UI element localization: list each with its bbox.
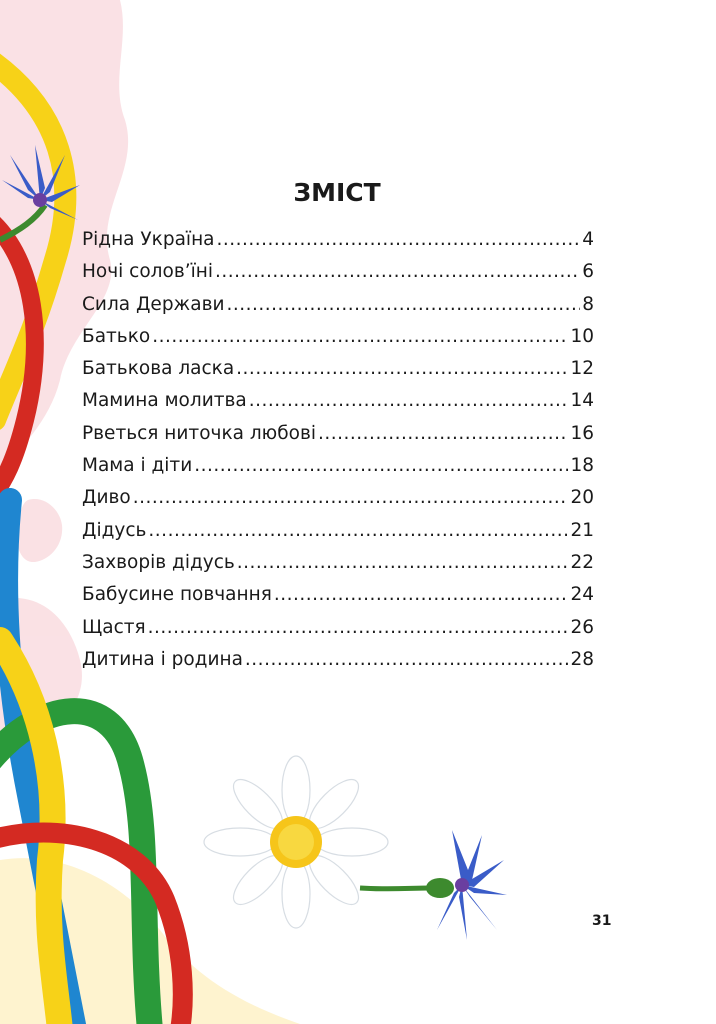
toc-entry[interactable]	[82, 423, 594, 455]
toc-entry-page: 24	[570, 584, 594, 606]
toc-entry-page: 14	[570, 390, 594, 412]
toc-entry-title: Батько	[82, 325, 151, 347]
toc-entry-title: Рідна Україна	[82, 229, 215, 250]
toc-entry-title: Сила Держави	[82, 293, 225, 315]
dot-leader	[245, 649, 569, 670]
toc-entry[interactable]	[82, 390, 594, 422]
toc-entry[interactable]	[82, 229, 594, 261]
dot-leader	[274, 584, 569, 605]
dot-leader	[237, 552, 569, 573]
toc-entry-page: 16	[570, 422, 594, 444]
toc-entry-title: Бабусине повчання	[82, 584, 272, 606]
dot-leader	[318, 423, 568, 444]
toc-entry[interactable]	[82, 584, 594, 616]
dot-leader	[249, 390, 569, 411]
toc-entry[interactable]	[82, 261, 594, 293]
toc-entry-page: 21	[570, 519, 594, 541]
toc-entry[interactable]	[82, 552, 594, 584]
toc-entry-page: 6	[582, 261, 594, 283]
toc-entry-page: 12	[570, 358, 594, 380]
toc-title: ЗМІСТ	[293, 178, 381, 207]
toc-entry[interactable]	[82, 520, 594, 552]
dot-leader	[148, 520, 568, 541]
toc-entry-page: 4	[582, 229, 594, 250]
toc-entry-title: Щастя	[82, 616, 146, 638]
toc-entry[interactable]	[82, 617, 594, 649]
toc-entry-title: Дідусь	[82, 519, 147, 541]
dot-leader	[194, 455, 568, 476]
toc-entry-title: Дитина і родина	[82, 648, 243, 670]
toc-entry-page: 28	[570, 648, 594, 670]
toc-entry-page: 22	[570, 551, 594, 573]
toc-entry-title: Мама і діти	[82, 455, 193, 477]
toc-entry[interactable]	[82, 649, 594, 681]
toc-entry[interactable]	[82, 294, 594, 326]
toc-entry-page: 10	[570, 325, 594, 347]
toc-entry-title: Батькова ласка	[82, 358, 235, 380]
page-number: 31	[592, 913, 612, 929]
dot-leader	[227, 294, 581, 315]
dot-leader	[133, 487, 569, 508]
dot-leader	[215, 261, 580, 282]
toc-entry-title: Захворів дідусь	[82, 551, 235, 573]
toc-entry-page: 20	[570, 487, 594, 509]
dot-leader	[148, 617, 569, 638]
table-of-contents	[82, 229, 594, 681]
toc-entry[interactable]	[82, 455, 594, 487]
toc-entry-title: Рветься ниточка любові	[82, 422, 317, 444]
toc-entry[interactable]	[82, 326, 594, 358]
dot-leader	[236, 358, 568, 379]
daisy-icon	[204, 756, 388, 928]
dot-leader	[217, 229, 581, 250]
toc-entry[interactable]	[82, 358, 594, 390]
toc-entry-title: Диво	[82, 487, 131, 509]
dot-leader	[152, 326, 568, 347]
toc-entry-title: Мамина молитва	[82, 390, 247, 412]
toc-entry-page: 18	[570, 455, 594, 477]
toc-entry[interactable]	[82, 487, 594, 519]
toc-entry-page: 8	[582, 293, 594, 315]
toc-entry-title: Ночі солов’їні	[82, 261, 213, 283]
toc-entry-page: 26	[570, 616, 594, 638]
